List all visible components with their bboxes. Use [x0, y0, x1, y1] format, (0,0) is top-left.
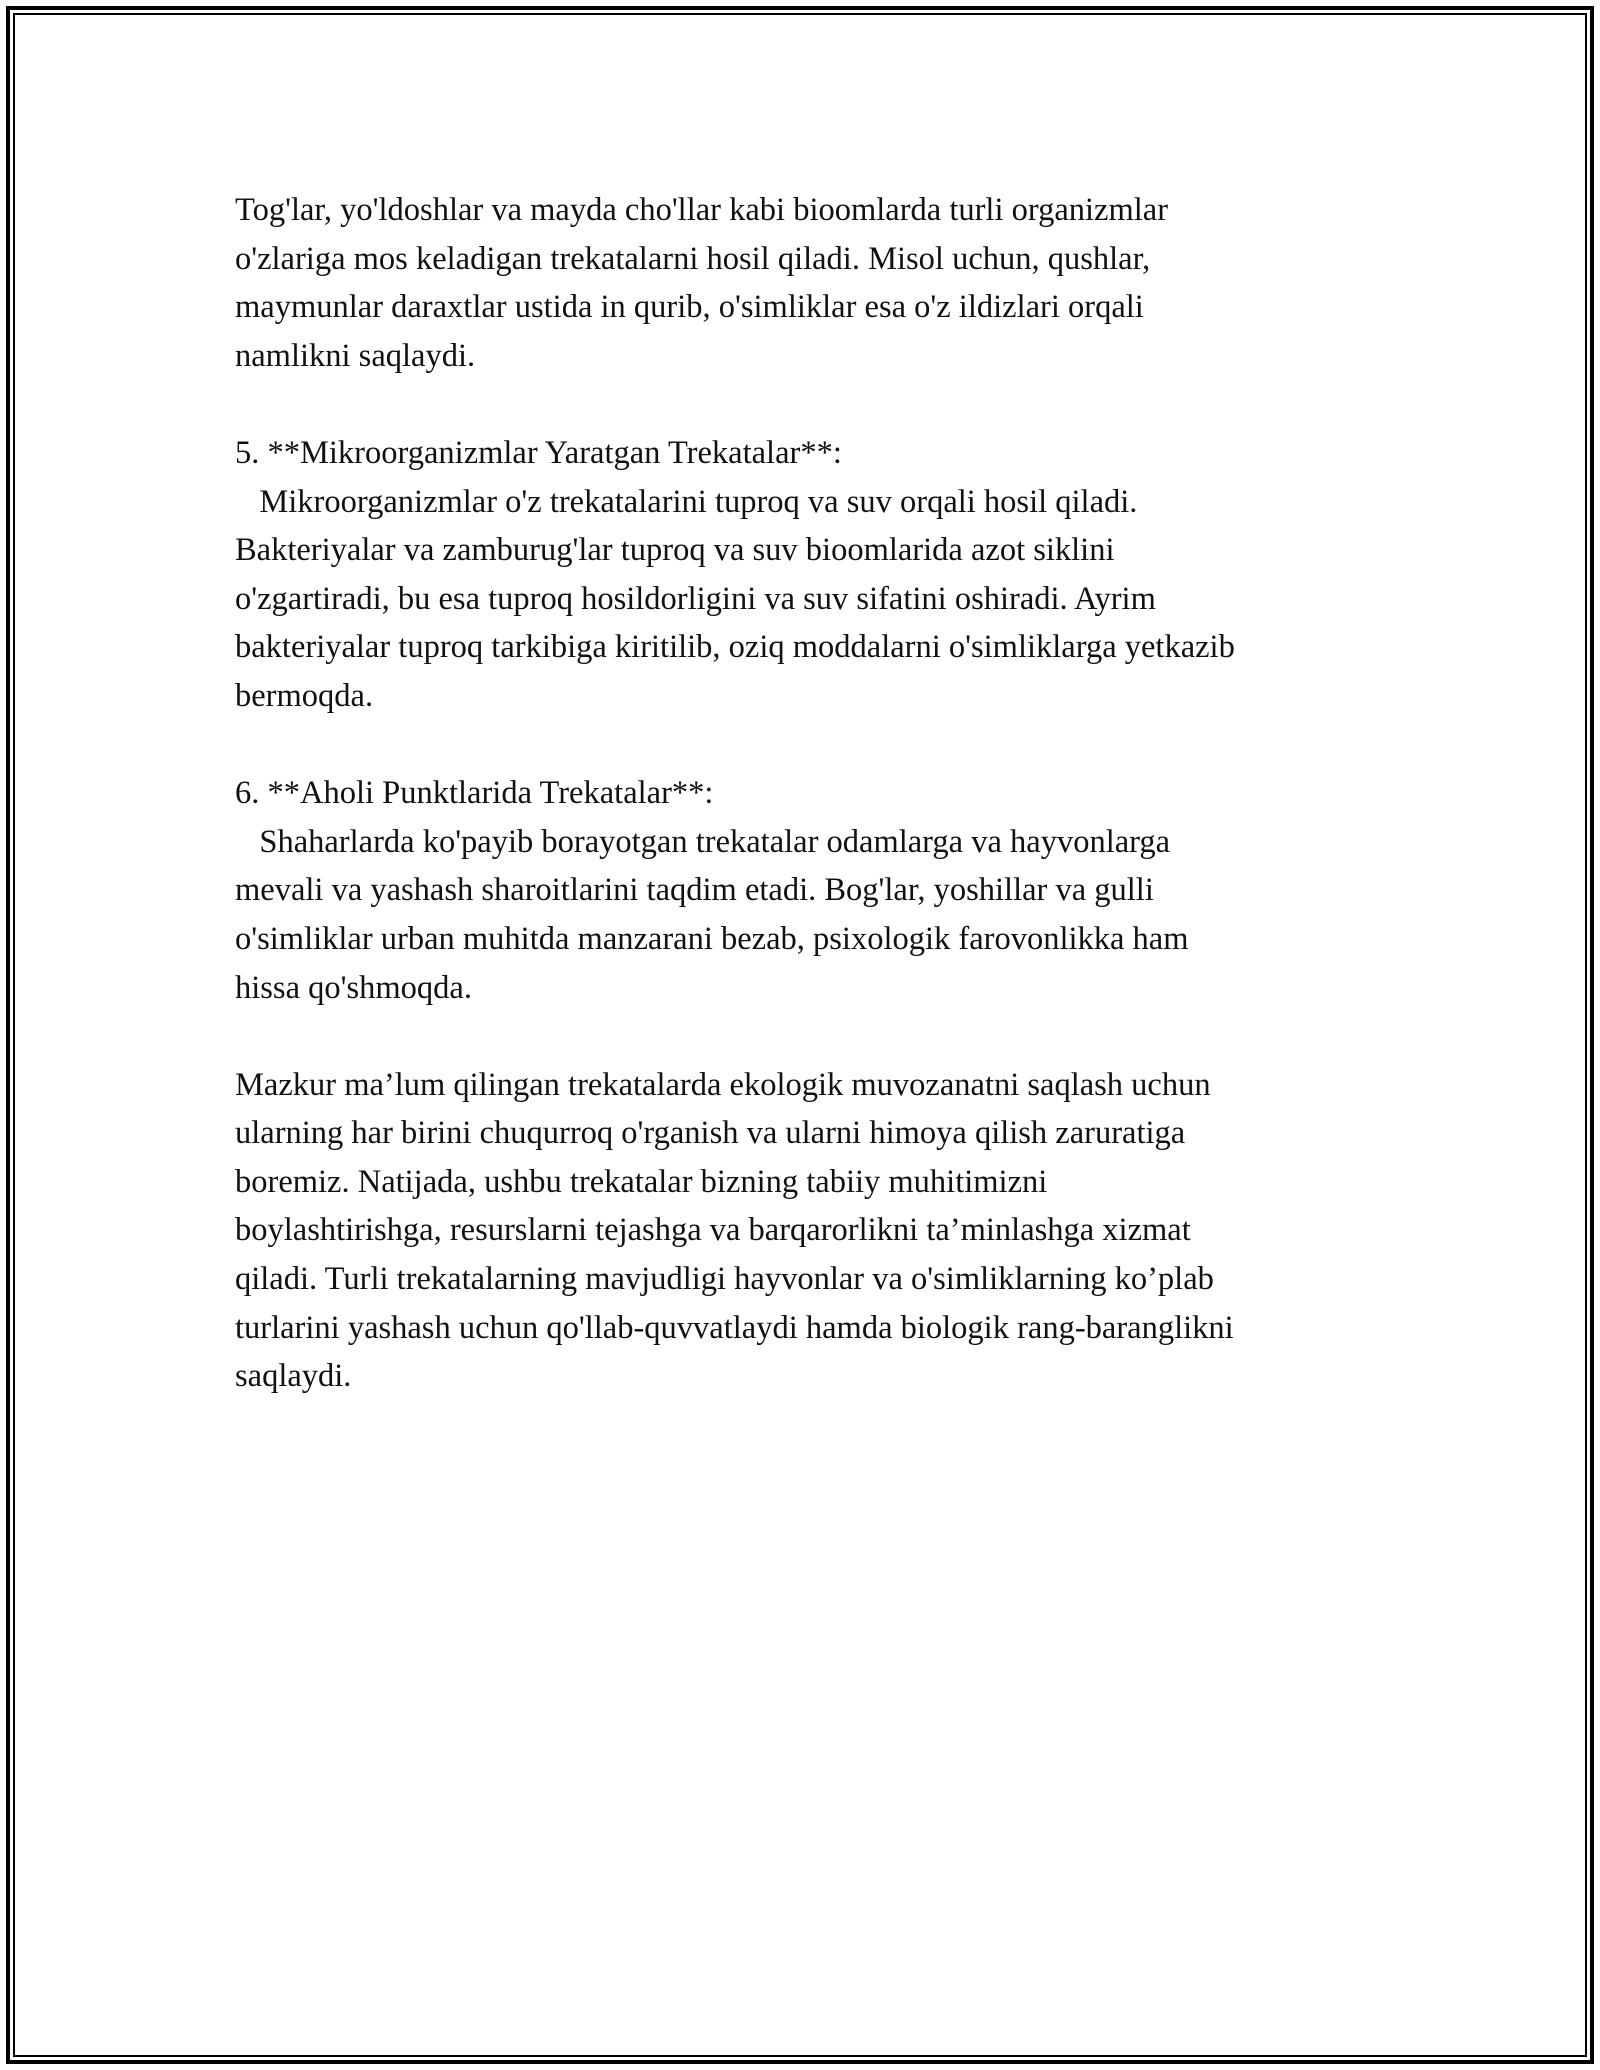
- text-line: qiladi. Turli trekatalarning mavjudligi hayvonlar va o'simliklarning ko’plab: [235, 1261, 1214, 1298]
- text-line: boylashtirishga, resurslarni tejashga va barqarorlikni ta’minlashga xizmat: [235, 1212, 1191, 1249]
- text-line: hissa qo'shmoqda.: [235, 969, 472, 1006]
- paragraph-1: [235, 186, 1385, 380]
- text-line: mevali va yashash sharoitlarini taqdim etadi. Bog'lar, yoshillar va gulli: [235, 872, 1154, 909]
- text-line: o'simliklar urban muhitda manzarani bezab, psixologik farovonlikka ham: [235, 920, 1189, 957]
- conclusion-paragraph: [235, 1061, 1385, 1401]
- text-line: bermoqda.: [235, 677, 374, 714]
- section-6: [235, 769, 1385, 1012]
- section-5-heading: 5. **Mikroorganizmlar Yaratgan Trekatalar**:: [235, 434, 842, 471]
- text-line: boremiz. Natijada, ushbu trekatalar bizning tabiiy muhitimizni: [235, 1163, 1048, 1200]
- text-line: bakteriyalar tuproq tarkibiga kiritilib, oziq moddalarni o'simliklarga yetkazib: [235, 629, 1235, 666]
- text-line: maymunlar daraxtlar ustida in qurib, o'simliklar esa o'z ildizlari orqali: [235, 289, 1144, 326]
- text-line: Mikroorganizmlar o'z trekatalarini tuproq va suv orqali hosil qiladi.: [235, 483, 1138, 520]
- text-line: namlikni saqlaydi.: [235, 337, 476, 374]
- text-line: o'zgartiradi, bu esa tuproq hosildorligini va suv sifatini oshiradi. Ayrim: [235, 580, 1156, 617]
- text-line: turlarini yashash uchun qo'llab-quvvatlaydi hamda biologik rang-baranglikni: [235, 1309, 1234, 1346]
- paragraph-spacer: [235, 380, 1385, 429]
- section-6-heading: 6. **Aholi Punktlarida Trekatalar**:: [235, 775, 714, 812]
- text-line: ularning har birini chuqurroq o'rganish va ularni himoya qilish zaruratiga: [235, 1115, 1186, 1152]
- text-line: Mazkur ma’lum qilingan trekatalarda ekologik muvozanatni saqlash uchun: [235, 1066, 1211, 1103]
- paragraph-spacer: [235, 1012, 1385, 1061]
- section-5: [235, 429, 1385, 721]
- text-line: Shaharlarda ko'payib borayotgan trekatalar odamlarga va hayvonlarga: [235, 823, 1171, 860]
- paragraph-spacer: [235, 721, 1385, 770]
- text-line: o'zlariga mos keladigan trekatalarni hosil qiladi. Misol uchun, qushlar,: [235, 240, 1151, 277]
- text-line: Tog'lar, yo'ldoshlar va mayda cho'llar kabi bioomlarda turli organizmlar: [235, 192, 1169, 228]
- document-body: [235, 186, 1385, 1401]
- text-line: saqlaydi.: [235, 1358, 352, 1395]
- text-line: Bakteriyalar va zamburug'lar tuproq va suv bioomlarida azot siklini: [235, 532, 1115, 569]
